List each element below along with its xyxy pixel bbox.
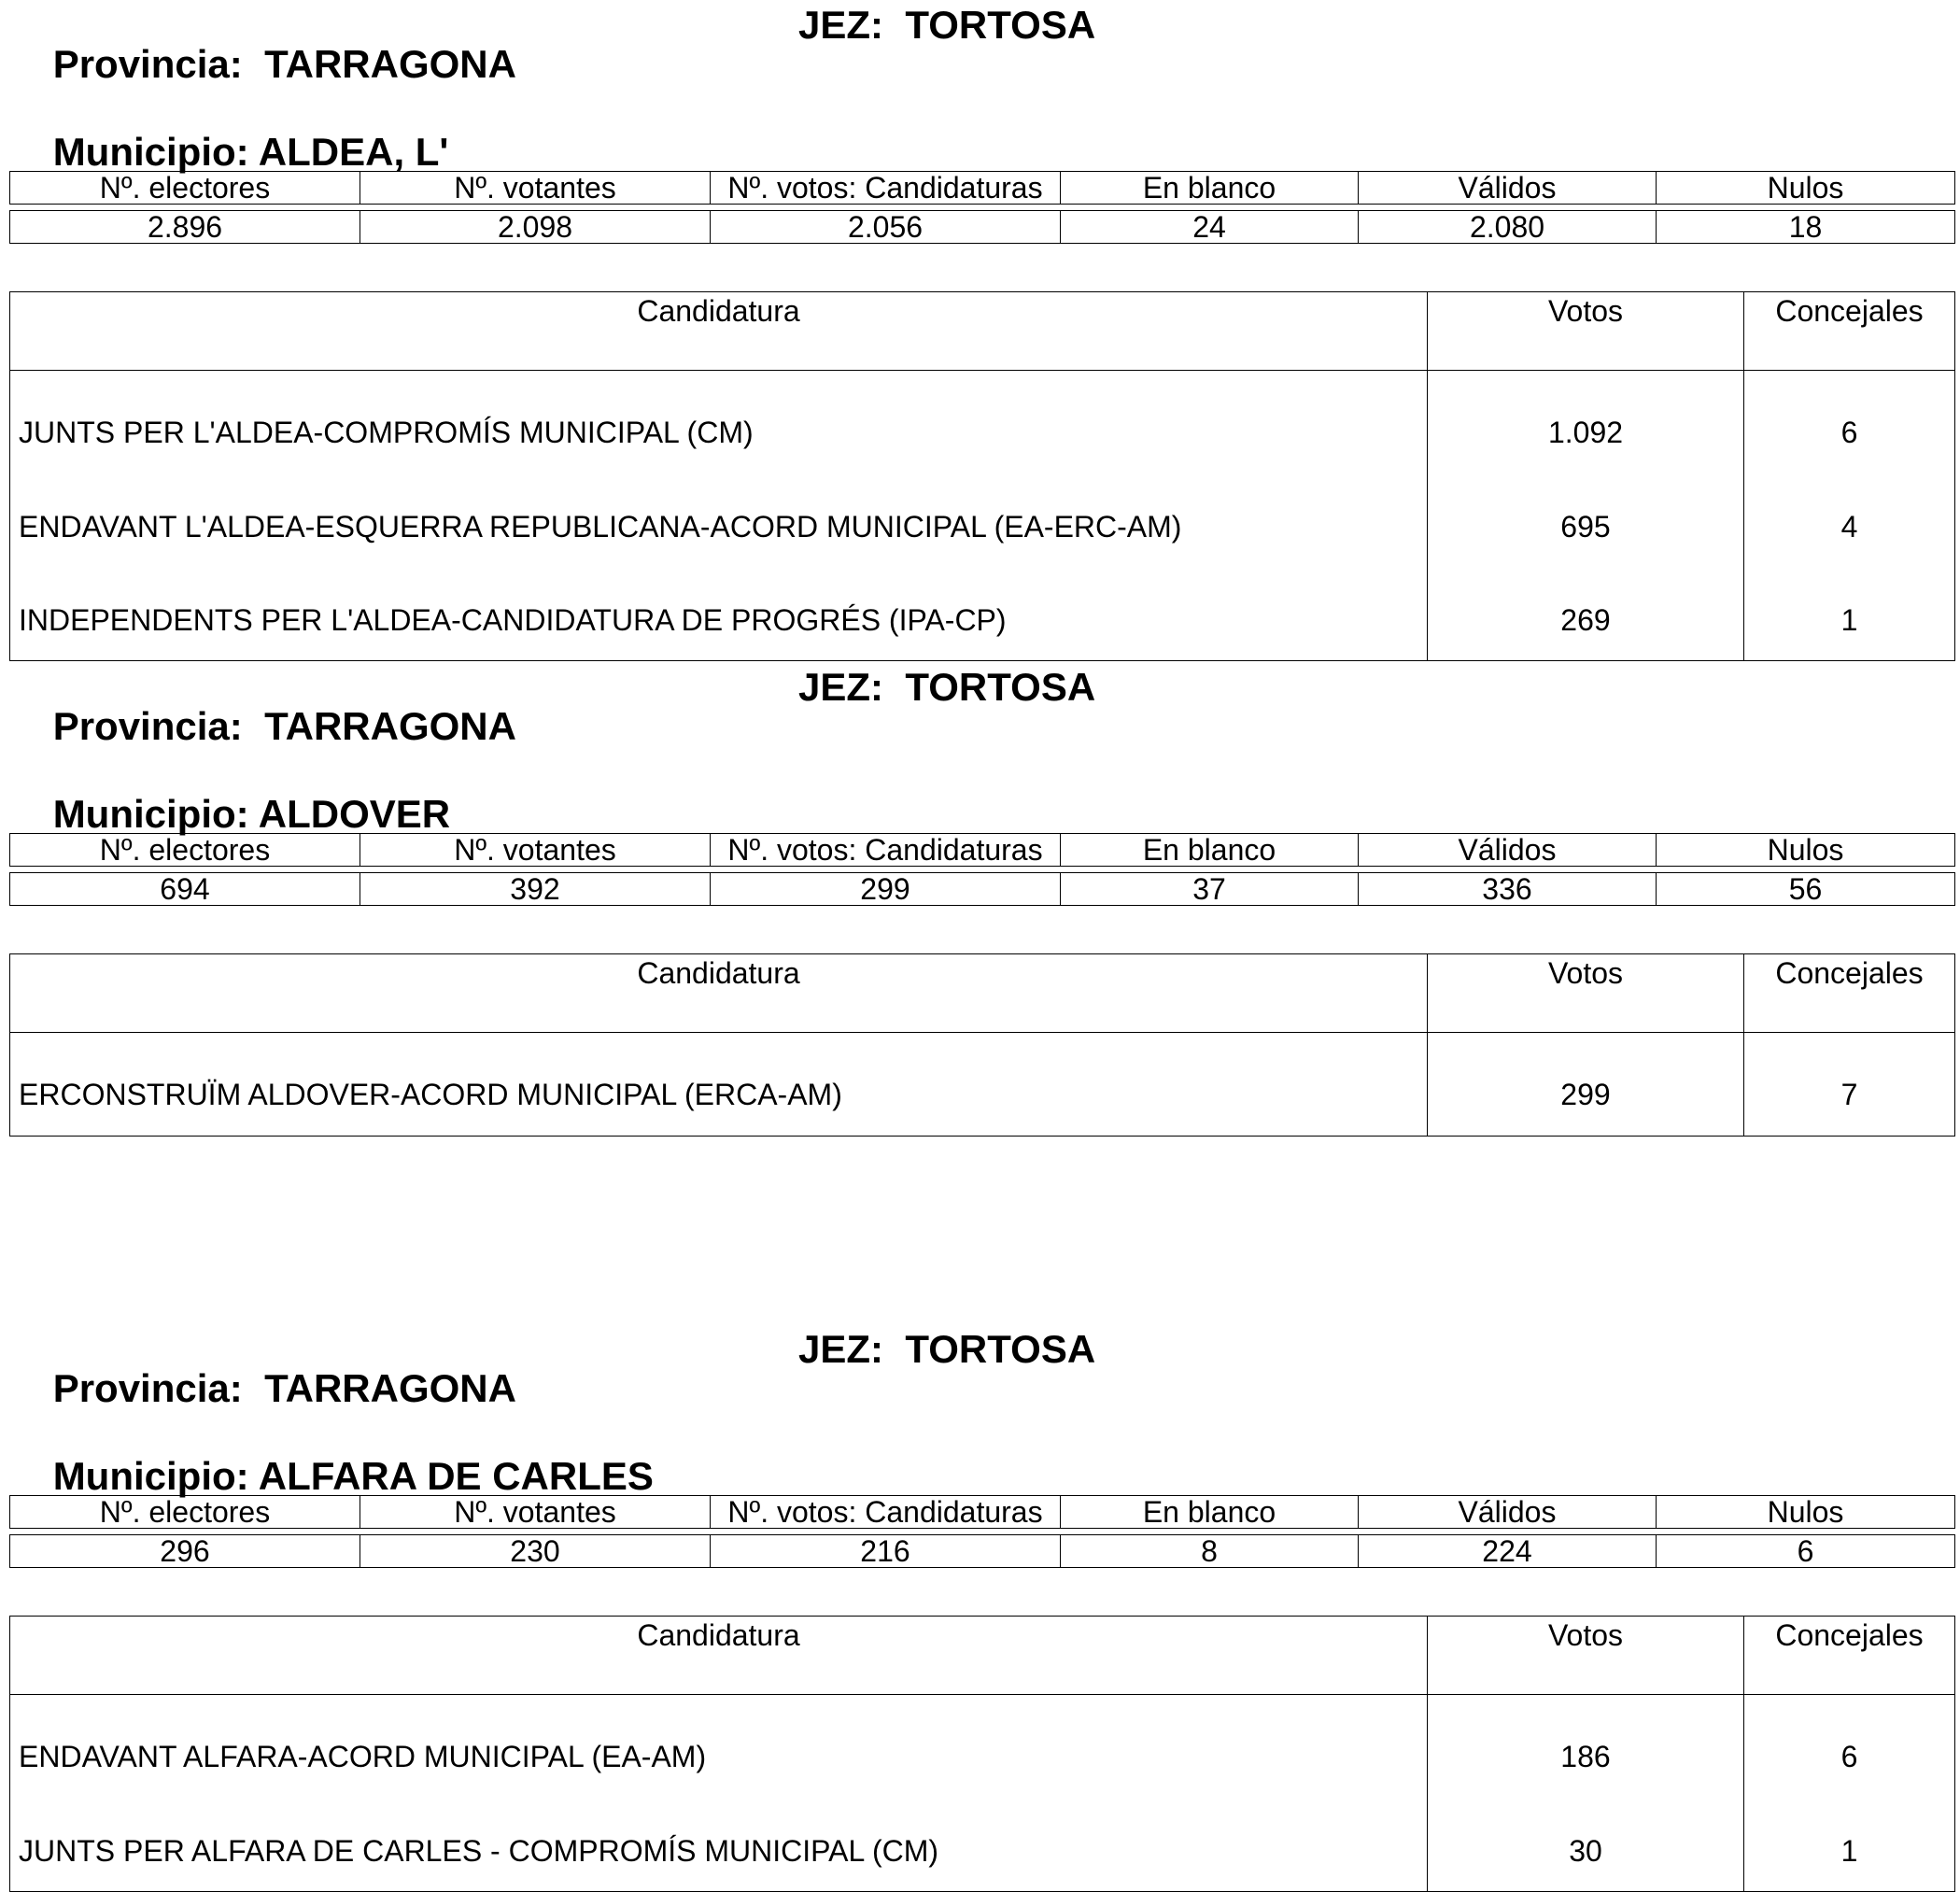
cand-header-votos: Votos <box>1428 954 1744 1033</box>
cand-votos: 30 <box>1428 1798 1744 1892</box>
cand-header-candidatura: Candidatura <box>10 292 1428 371</box>
stats-header-en-blanco: En blanco <box>1061 172 1359 205</box>
municipio-value: ALFARA DE CARLES <box>258 1454 654 1498</box>
cand-name: ERCONSTRUÏM ALDOVER-ACORD MUNICIPAL (ERCA-AM) <box>10 1033 1428 1137</box>
stats-header-nulos: Nulos <box>1657 1496 1955 1529</box>
stats-value-row <box>10 1535 1955 1568</box>
cand-votos: 695 <box>1428 473 1744 567</box>
jez-value: TORTOSA <box>905 1327 1096 1371</box>
stats-value-electores: 296 <box>10 1535 360 1568</box>
stats-value-validos: 224 <box>1359 1535 1657 1568</box>
cand-concejales: 6 <box>1840 415 1858 449</box>
table-row <box>10 473 1955 567</box>
stats-header-votantes: Nº. votantes <box>360 1496 711 1529</box>
jez-value: TORTOSA <box>905 665 1096 709</box>
stats-value-votos-candidaturas: 299 <box>711 873 1061 906</box>
cand-header-concejales: Concejales <box>1744 292 1955 371</box>
cand-header-candidatura: Candidatura <box>10 1617 1428 1695</box>
stats-table <box>9 833 1955 906</box>
stats-value-electores: 694 <box>10 873 360 906</box>
cand-votos: 269 <box>1428 567 1744 661</box>
provincia-value: TARRAGONA <box>264 1366 516 1410</box>
cand-votos: 186 <box>1428 1695 1744 1799</box>
jez-label: JEZ: <box>798 665 884 709</box>
jez-label: JEZ: <box>798 3 884 47</box>
cand-name: ENDAVANT L'ALDEA-ESQUERRA REPUBLICANA-ACORD MUNICIPAL (EA-ERC-AM) <box>10 473 1428 567</box>
cand-header-candidatura: Candidatura <box>10 954 1428 1033</box>
table-row <box>10 567 1955 661</box>
stats-header-nulos: Nulos <box>1657 834 1955 867</box>
stats-table <box>9 1495 1955 1568</box>
cand-header-row <box>10 954 1955 1033</box>
jez-value: TORTOSA <box>905 3 1096 47</box>
cand-concejales: 1 <box>1840 1833 1858 1868</box>
stats-header-row <box>10 1496 1955 1529</box>
stats-header-row <box>10 172 1955 205</box>
stats-header-votantes: Nº. votantes <box>360 834 711 867</box>
stats-header-votos-candidaturas: Nº. votos: Candidaturas <box>711 834 1061 867</box>
stats-value-votos-candidaturas: 216 <box>711 1535 1061 1568</box>
stats-header-votos-candidaturas: Nº. votos: Candidaturas <box>711 172 1061 205</box>
candidaturas-table <box>9 291 1955 661</box>
cand-header-votos: Votos <box>1428 292 1744 371</box>
stats-table <box>9 171 1955 244</box>
cand-header-concejales: Concejales <box>1744 1617 1955 1695</box>
stats-header-electores: Nº. electores <box>10 172 360 205</box>
stats-value-votos-candidaturas: 2.056 <box>711 211 1061 244</box>
stats-value-votantes: 2.098 <box>360 211 711 244</box>
stats-header-votantes: Nº. votantes <box>360 172 711 205</box>
jez-header <box>798 1327 1096 1371</box>
provincia-label: Provincia: <box>52 1366 243 1410</box>
stats-header-electores: Nº. electores <box>10 834 360 867</box>
stats-header-en-blanco: En blanco <box>1061 834 1359 867</box>
cand-votos: 1.092 <box>1428 371 1744 474</box>
stats-value-en-blanco: 24 <box>1061 211 1359 244</box>
cand-name: JUNTS PER ALFARA DE CARLES - COMPROMÍS MUNICIPAL (CM) <box>10 1798 1428 1892</box>
municipio-label: Municipio: <box>52 130 249 174</box>
cand-concejales: 4 <box>1840 509 1858 544</box>
cand-name: INDEPENDENTS PER L'ALDEA-CANDIDATURA DE PROGRÉS (IPA-CP) <box>10 567 1428 661</box>
stats-header-en-blanco: En blanco <box>1061 1496 1359 1529</box>
table-row <box>10 1033 1955 1137</box>
stats-value-en-blanco: 8 <box>1061 1535 1359 1568</box>
municipio-value: ALDEA, L' <box>258 130 449 174</box>
provincia-value: TARRAGONA <box>264 704 516 748</box>
cand-concejales: 1 <box>1840 602 1858 637</box>
table-row <box>10 1798 1955 1892</box>
candidaturas-table <box>9 953 1955 1137</box>
stats-value-validos: 336 <box>1359 873 1657 906</box>
provincia-label: Provincia: <box>52 704 243 748</box>
cand-header-row <box>10 1617 1955 1695</box>
cand-header-row <box>10 292 1955 371</box>
provincia-label: Provincia: <box>52 42 243 86</box>
stats-header-validos: Válidos <box>1359 834 1657 867</box>
cand-header-votos: Votos <box>1428 1617 1744 1695</box>
stats-header-row <box>10 834 1955 867</box>
municipio-value: ALDOVER <box>258 792 451 836</box>
cand-header-concejales: Concejales <box>1744 954 1955 1033</box>
stats-value-nulos: 18 <box>1657 211 1955 244</box>
stats-header-votos-candidaturas: Nº. votos: Candidaturas <box>711 1496 1061 1529</box>
stats-value-validos: 2.080 <box>1359 211 1657 244</box>
stats-header-nulos: Nulos <box>1657 172 1955 205</box>
provincia-value: TARRAGONA <box>264 42 516 86</box>
municipio-label: Municipio: <box>52 1454 249 1498</box>
stats-value-en-blanco: 37 <box>1061 873 1359 906</box>
stats-value-electores: 2.896 <box>10 211 360 244</box>
municipio-label: Municipio: <box>52 792 249 836</box>
stats-value-votantes: 392 <box>360 873 711 906</box>
table-row <box>10 1695 1955 1799</box>
candidaturas-table <box>9 1616 1955 1892</box>
stats-value-votantes: 230 <box>360 1535 711 1568</box>
jez-header <box>798 665 1096 709</box>
stats-value-row <box>10 873 1955 906</box>
stats-value-row <box>10 211 1955 244</box>
stats-header-electores: Nº. electores <box>10 1496 360 1529</box>
cand-name: ENDAVANT ALFARA-ACORD MUNICIPAL (EA-AM) <box>10 1695 1428 1799</box>
jez-header <box>798 3 1096 47</box>
stats-header-validos: Válidos <box>1359 172 1657 205</box>
table-row <box>10 371 1955 474</box>
stats-header-validos: Válidos <box>1359 1496 1657 1529</box>
stats-value-nulos: 6 <box>1657 1535 1955 1568</box>
cand-concejales: 7 <box>1840 1077 1858 1111</box>
cand-concejales: 6 <box>1840 1739 1858 1773</box>
jez-label: JEZ: <box>798 1327 884 1371</box>
stats-value-nulos: 56 <box>1657 873 1955 906</box>
cand-votos: 299 <box>1428 1033 1744 1137</box>
cand-name: JUNTS PER L'ALDEA-COMPROMÍS MUNICIPAL (CM) <box>10 371 1428 474</box>
